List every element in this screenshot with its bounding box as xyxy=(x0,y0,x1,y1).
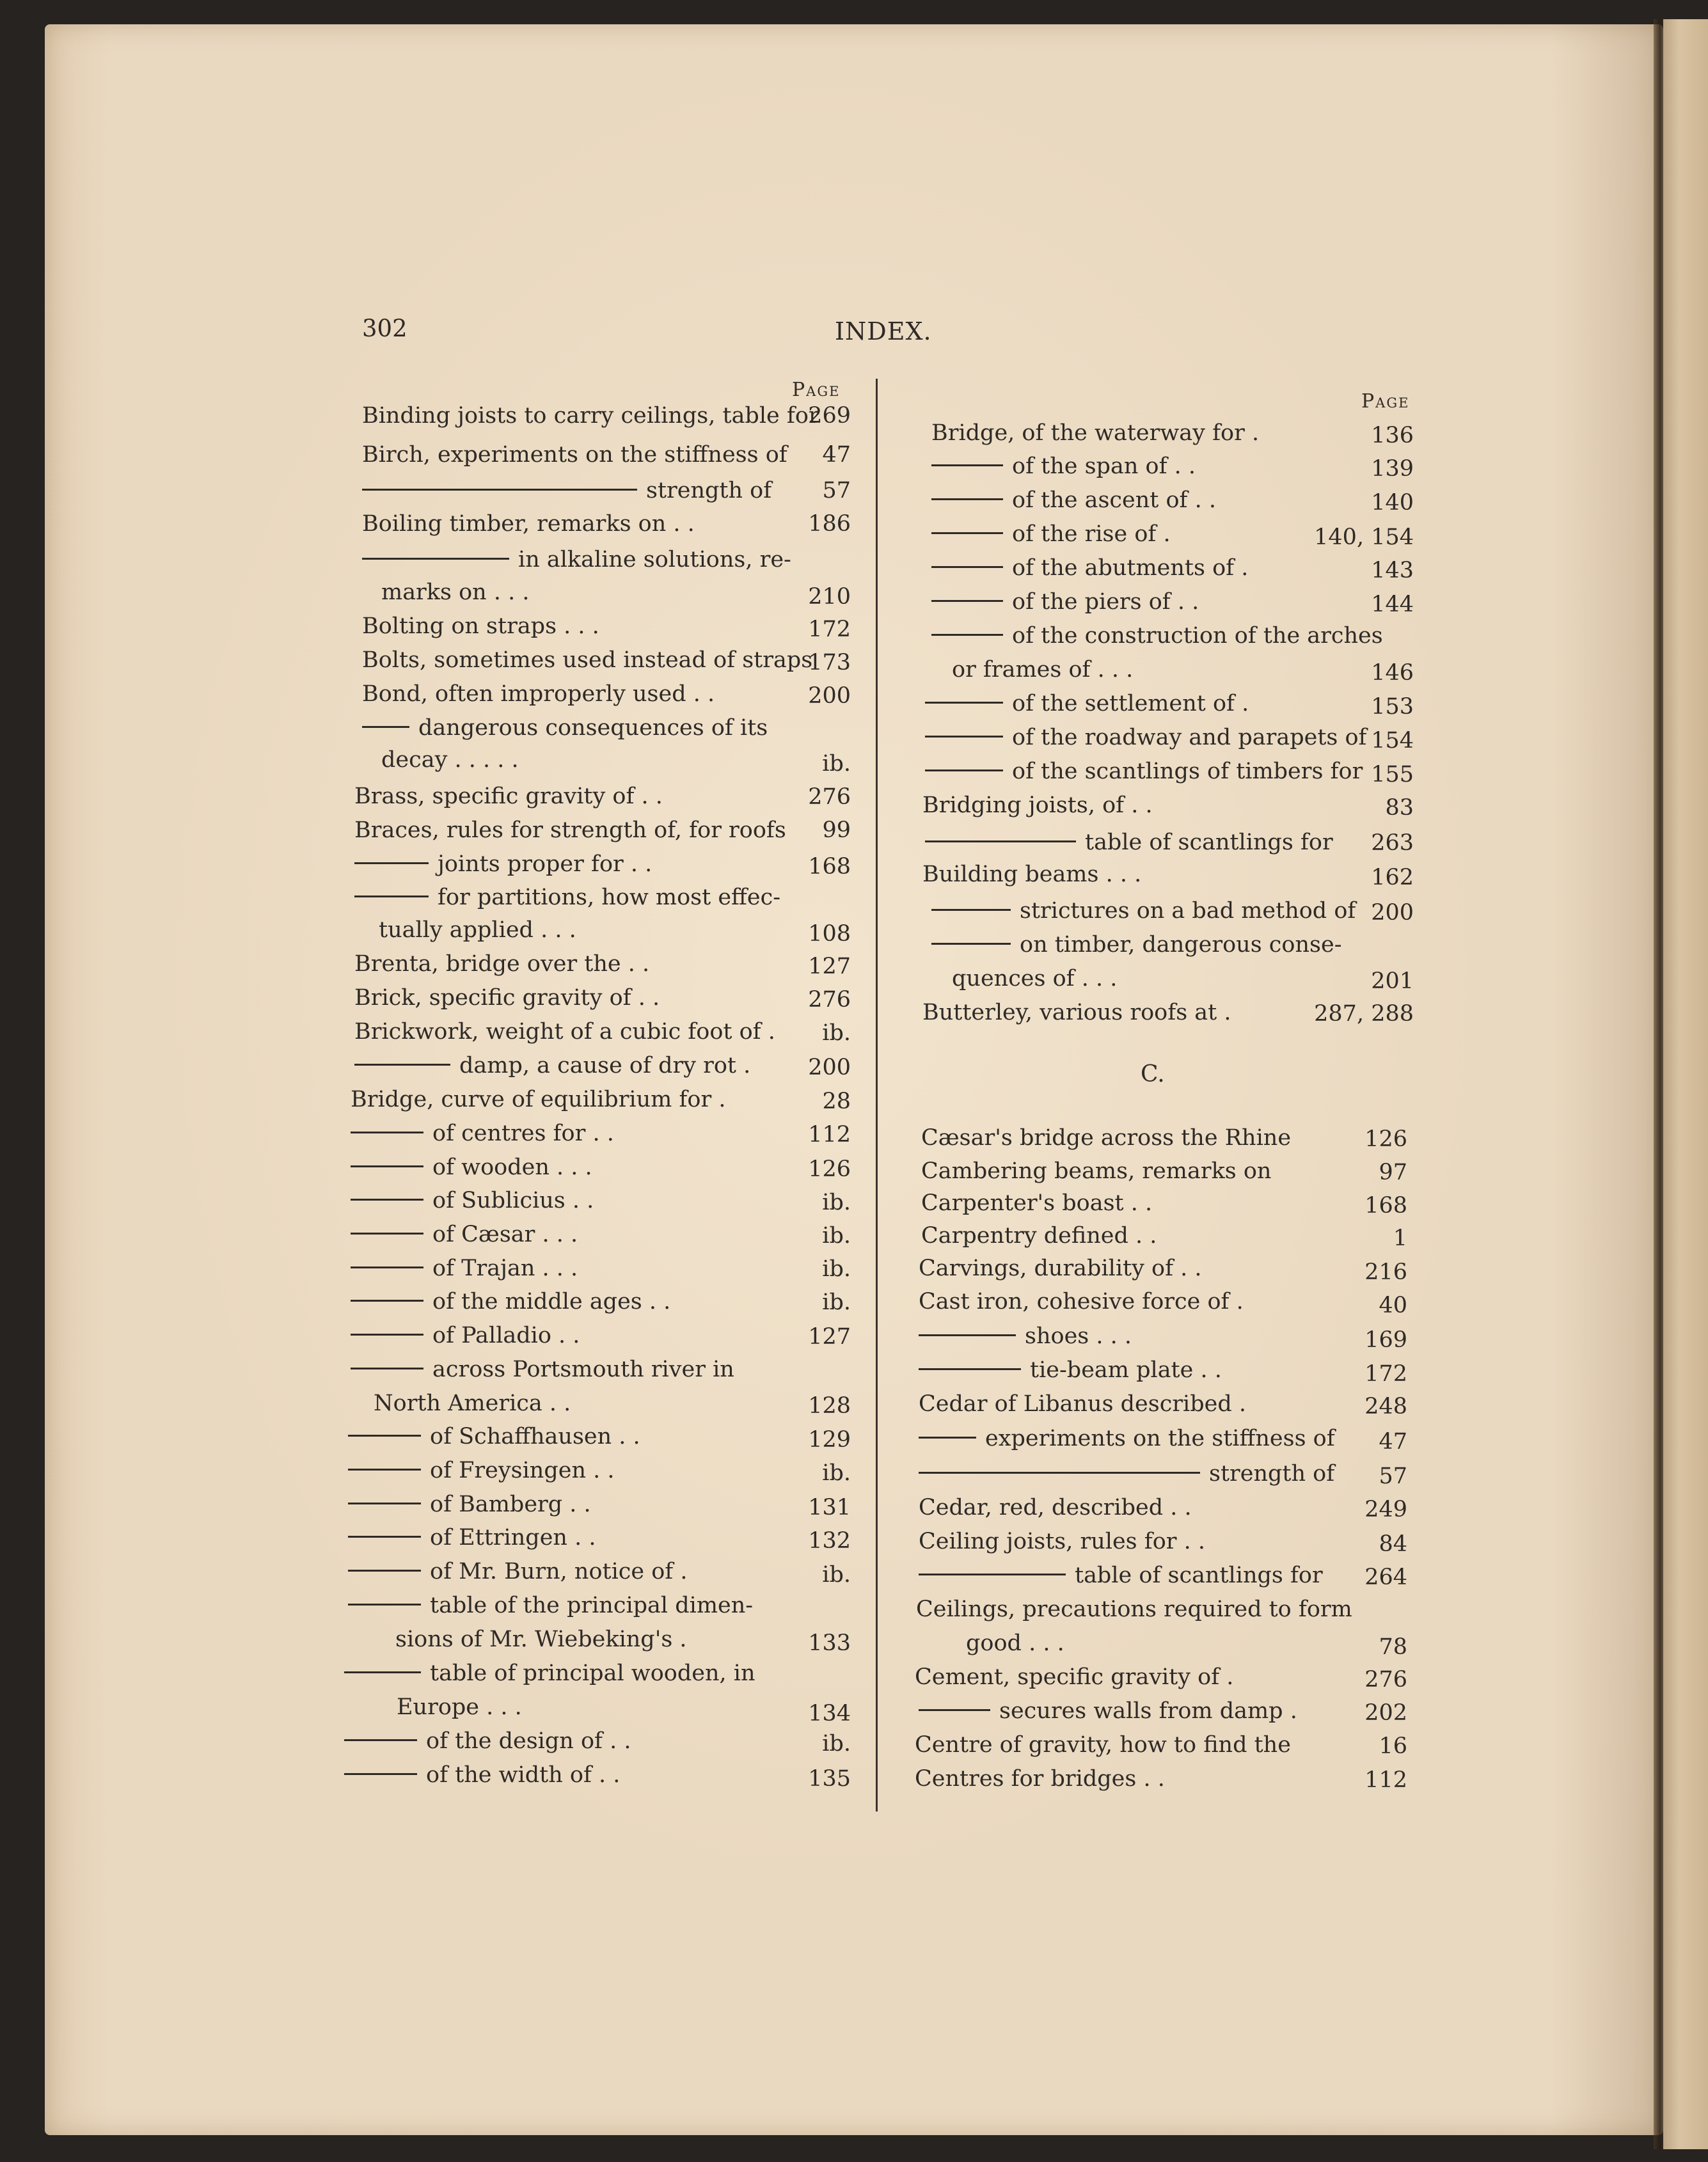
index-entry-label: strictures on a bad method of xyxy=(931,897,1356,925)
ditto-dash xyxy=(344,1773,417,1775)
ditto-dash xyxy=(351,1266,423,1268)
index-entry-label: Carpenter's boast . . xyxy=(921,1190,1153,1216)
index-entry-page: 57 xyxy=(822,478,851,503)
ditto-dash xyxy=(351,1132,423,1133)
index-entry-label: tie-beam plate . . xyxy=(919,1356,1222,1384)
index-entry-label: Braces, rules for strength of, for roofs xyxy=(354,817,786,843)
index-entry-label: for partitions, how most effec- xyxy=(354,883,780,911)
index-entry-page: 40 xyxy=(1379,1293,1407,1318)
index-entry-page: 136 xyxy=(1371,423,1414,448)
index-entry-page: 168 xyxy=(1364,1193,1407,1219)
index-entry-label: Brenta, bridge over the . . xyxy=(354,951,650,977)
index-entry-label: joints proper for . . xyxy=(354,850,652,878)
ditto-dash xyxy=(362,726,409,728)
index-entry-page: 126 xyxy=(1364,1126,1407,1152)
ditto-dash xyxy=(354,862,429,864)
section-letter-c: C. xyxy=(1141,1061,1165,1087)
ditto-dash xyxy=(348,1435,421,1437)
index-entry-label: shoes . . . xyxy=(919,1322,1132,1350)
index-entry-label: good . . . xyxy=(966,1630,1064,1656)
index-entry-label: of Ettringen . . xyxy=(348,1524,596,1552)
index-entry-page: 139 xyxy=(1371,456,1414,482)
index-entry-label: Centre of gravity, how to find the xyxy=(915,1732,1291,1758)
index-entry-label: tually applied . . . xyxy=(379,917,576,943)
index-entry-label: strength of xyxy=(919,1460,1334,1488)
index-entry-label: or frames of . . . xyxy=(952,657,1134,683)
index-entry-page: 263 xyxy=(1371,830,1414,856)
index-entry-label: Europe . . . xyxy=(397,1694,522,1720)
ditto-dash xyxy=(348,1604,421,1606)
index-entry-page: 172 xyxy=(808,617,851,642)
index-entry-label: table of scantlings for xyxy=(919,1561,1323,1590)
ditto-dash xyxy=(351,1368,423,1369)
index-entry-label: of centres for . . xyxy=(351,1119,614,1148)
right-column-heading: Page xyxy=(1361,390,1410,413)
index-entry-label: Binding joists to carry ceilings, table for xyxy=(362,403,819,429)
index-entry-page: ib. xyxy=(822,1256,851,1282)
index-entry-label: of the design of . . xyxy=(344,1727,631,1755)
index-entry-label: Ceilings, precautions required to form xyxy=(916,1597,1352,1622)
index-entry-label: Butterley, various roofs at . xyxy=(922,1000,1231,1025)
index-entry-label: of the piers of . . xyxy=(931,588,1199,616)
index-entry-label: Cement, specific gravity of . xyxy=(915,1664,1234,1690)
index-entry-label: sions of Mr. Wiebeking's . xyxy=(395,1627,687,1652)
index-entry-label: of Schaffhausen . . xyxy=(348,1423,640,1451)
index-entry-label: marks on . . . xyxy=(381,580,530,605)
index-entry-label: Building beams . . . xyxy=(922,862,1142,887)
facing-page-edge xyxy=(1663,19,1708,2149)
index-entry-label: across Portsmouth river in xyxy=(351,1355,734,1384)
index-entry-page: ib. xyxy=(822,751,851,777)
ditto-dash xyxy=(362,489,637,491)
index-entry-label: strength of xyxy=(362,477,771,505)
index-entry-label: secures walls from damp . xyxy=(919,1697,1297,1725)
index-entry-page: 126 xyxy=(808,1156,851,1182)
index-entry-label: Centres for bridges . . xyxy=(915,1766,1165,1792)
ditto-dash xyxy=(919,1334,1016,1336)
index-entry-page: 132 xyxy=(808,1528,851,1554)
index-entry-page: 154 xyxy=(1371,728,1414,754)
index-entry-page: 200 xyxy=(808,1055,851,1080)
index-entry-label: damp, a cause of dry rot . xyxy=(354,1052,750,1080)
index-entry-label: table of principal wooden, in xyxy=(344,1659,755,1687)
index-entry-label: of the construction of the arches xyxy=(931,622,1383,650)
index-entry-page: 108 xyxy=(808,921,851,947)
index-entry-label: Cambering beams, remarks on xyxy=(921,1158,1272,1184)
index-entry-label: Bond, often improperly used . . xyxy=(362,681,715,707)
index-entry-label: Brick, specific gravity of . . xyxy=(354,985,660,1011)
index-entry-page: 47 xyxy=(822,442,851,468)
index-entry-page: 162 xyxy=(1371,865,1414,890)
index-entry-page: 143 xyxy=(1371,558,1414,583)
ditto-dash xyxy=(344,1671,421,1673)
ditto-dash xyxy=(348,1536,421,1538)
index-entry-label: of Trajan . . . xyxy=(351,1254,578,1282)
index-entry-label: table of scantlings for xyxy=(925,828,1333,856)
index-entry-page: 47 xyxy=(1379,1429,1407,1455)
index-entry-page: 16 xyxy=(1379,1733,1407,1759)
index-entry-page: ib. xyxy=(822,1223,851,1249)
ditto-dash xyxy=(931,600,1003,602)
index-entry-page: 173 xyxy=(808,650,851,675)
index-entry-label: in alkaline solutions, re- xyxy=(362,546,791,574)
ditto-dash xyxy=(919,1437,976,1439)
index-entry-label: Brickwork, weight of a cubic foot of . xyxy=(354,1019,775,1045)
ditto-dash xyxy=(931,566,1003,568)
page-title: INDEX. xyxy=(835,317,932,345)
index-entry-label: experiments on the stiffness of xyxy=(919,1424,1335,1453)
index-entry-label: of the scantlings of timbers for xyxy=(925,757,1363,785)
index-entry-page: 210 xyxy=(808,584,851,610)
index-entry-label: Bridge, of the waterway for . xyxy=(931,420,1260,446)
index-entry-page: 200 xyxy=(1371,900,1414,926)
index-entry-label: Cedar of Libanus described . xyxy=(919,1391,1247,1417)
index-entry-page: 135 xyxy=(808,1766,851,1792)
index-entry-label: Cæsar's bridge across the Rhine xyxy=(921,1125,1292,1151)
ditto-dash xyxy=(925,769,1003,771)
index-entry-label: of wooden . . . xyxy=(351,1153,592,1181)
index-entry-label: Boiling timber, remarks on . . xyxy=(362,511,695,537)
ditto-dash xyxy=(351,1165,423,1167)
index-entry-label: quences of . . . xyxy=(952,966,1118,991)
index-entry-page: 28 xyxy=(822,1089,851,1114)
ditto-dash xyxy=(931,532,1003,534)
index-entry-page: 134 xyxy=(808,1701,851,1726)
index-entry-label: Cedar, red, described . . xyxy=(919,1495,1192,1520)
index-entry-label: Ceiling joists, rules for . . xyxy=(919,1529,1206,1554)
ditto-dash xyxy=(931,464,1003,466)
ditto-dash xyxy=(919,1368,1021,1370)
ditto-dash xyxy=(919,1574,1066,1575)
index-entry-page: 83 xyxy=(1385,795,1414,821)
index-entry-label: of the middle ages . . xyxy=(351,1288,670,1316)
ditto-dash xyxy=(354,1064,450,1066)
index-entry-page: 112 xyxy=(808,1122,851,1148)
index-entry-page: ib. xyxy=(822,1460,851,1486)
index-entry-page: 84 xyxy=(1379,1531,1407,1557)
ditto-dash xyxy=(362,558,509,560)
index-entry-label: of the abutments of . xyxy=(931,554,1248,582)
index-entry-label: Bridging joists, of . . xyxy=(922,793,1153,818)
page-number: 302 xyxy=(362,315,407,342)
index-entry-label: Bolting on straps . . . xyxy=(362,613,599,639)
index-entry-label: North America . . xyxy=(374,1391,571,1416)
ditto-dash xyxy=(344,1739,417,1741)
index-entry-label: Carpentry defined . . xyxy=(921,1223,1157,1249)
index-entry-label: of Mr. Burn, notice of . xyxy=(348,1558,688,1586)
left-column-heading: Page xyxy=(792,379,841,401)
ditto-dash xyxy=(925,840,1076,842)
index-entry-page: 153 xyxy=(1371,694,1414,720)
index-entry-label: table of the principal dimen- xyxy=(348,1591,753,1620)
index-entry-label: of Freysingen . . xyxy=(348,1456,615,1485)
ditto-dash xyxy=(351,1300,423,1302)
index-entry-page: 264 xyxy=(1364,1565,1407,1590)
ditto-dash xyxy=(931,943,1011,945)
index-entry-page: 155 xyxy=(1371,762,1414,787)
index-entry-page: 57 xyxy=(1379,1464,1407,1489)
ditto-dash xyxy=(919,1472,1200,1474)
index-entry-label: Birch, experiments on the stiffness of xyxy=(362,442,787,468)
index-entry-page: 248 xyxy=(1364,1394,1407,1419)
index-entry-page: 140, 154 xyxy=(1314,525,1414,550)
index-entry-page: 97 xyxy=(1379,1160,1407,1185)
ditto-dash xyxy=(354,896,429,897)
index-entry-page: 128 xyxy=(808,1393,851,1419)
ditto-dash xyxy=(351,1233,423,1235)
ditto-dash xyxy=(925,702,1003,704)
index-entry-page: 201 xyxy=(1371,968,1414,994)
index-entry-page: 1 xyxy=(1393,1226,1407,1251)
index-entry-label: of the ascent of . . xyxy=(931,486,1216,514)
index-entry-page: ib. xyxy=(822,1731,851,1756)
index-entry-page: 127 xyxy=(808,954,851,979)
index-entry-label: Carvings, durability of . . xyxy=(919,1256,1202,1281)
column-divider xyxy=(876,379,878,1811)
ditto-dash xyxy=(919,1709,990,1711)
index-entry-page: ib. xyxy=(822,1290,851,1315)
index-entry-label: of the width of . . xyxy=(344,1761,620,1789)
ditto-dash xyxy=(931,498,1003,500)
index-entry-page: ib. xyxy=(822,1020,851,1046)
index-entry-label: of the span of . . xyxy=(931,452,1196,480)
index-entry-label: of Cæsar . . . xyxy=(351,1220,578,1249)
index-entry-page: 200 xyxy=(808,683,851,709)
index-entry-page: 129 xyxy=(808,1427,851,1453)
index-entry-page: 144 xyxy=(1371,592,1414,617)
index-entry-page: ib. xyxy=(822,1562,851,1588)
index-entry-label: dangerous consequences of its xyxy=(362,714,768,742)
index-entry-page: 202 xyxy=(1364,1700,1407,1726)
index-entry-page: 276 xyxy=(1364,1667,1407,1693)
index-entry-page: 276 xyxy=(808,784,851,810)
index-entry-page: 172 xyxy=(1364,1361,1407,1387)
index-entry-label: of Sublicius . . xyxy=(351,1187,594,1215)
index-entry-label: Bolts, sometimes used instead of straps xyxy=(362,647,813,673)
index-entry-page: 146 xyxy=(1371,660,1414,686)
index-entry-page: 168 xyxy=(808,854,851,880)
index-entry-page: 269 xyxy=(808,403,851,429)
ditto-dash xyxy=(931,634,1003,636)
index-entry-page: 140 xyxy=(1371,490,1414,516)
index-entry-page: ib. xyxy=(822,1190,851,1215)
ditto-dash xyxy=(925,736,1003,738)
index-entry-page: 287, 288 xyxy=(1314,1001,1414,1027)
index-entry-page: 112 xyxy=(1364,1767,1407,1793)
index-entry-label: Brass, specific gravity of . . xyxy=(354,784,663,809)
index-entry-label: Bridge, curve of equilibrium for . xyxy=(351,1087,726,1112)
index-entry-label: of Palladio . . xyxy=(351,1322,580,1350)
index-entry-label: of Bamberg . . xyxy=(348,1490,591,1519)
ditto-dash xyxy=(348,1469,421,1471)
index-entry-page: 78 xyxy=(1379,1634,1407,1660)
index-entry-label: of the settlement of . xyxy=(925,690,1249,718)
index-entry-page: 276 xyxy=(808,987,851,1013)
index-entry-label: decay . . . . . xyxy=(381,747,519,773)
ditto-dash xyxy=(351,1334,423,1336)
ditto-dash xyxy=(348,1503,421,1504)
index-entry-page: 131 xyxy=(808,1495,851,1520)
index-entry-label: of the rise of . xyxy=(931,520,1171,548)
index-entry-label: Cast iron, cohesive force of . xyxy=(919,1289,1244,1314)
index-entry-page: 186 xyxy=(808,511,851,537)
index-entry-page: 169 xyxy=(1364,1327,1407,1353)
index-entry-page: 216 xyxy=(1364,1259,1407,1285)
index-entry-label: on timber, dangerous conse- xyxy=(931,931,1342,959)
ditto-dash xyxy=(931,909,1011,911)
index-entry-page: 99 xyxy=(822,817,851,843)
index-entry-page: 249 xyxy=(1364,1497,1407,1522)
ditto-dash xyxy=(348,1570,421,1572)
index-entry-page: 133 xyxy=(808,1630,851,1656)
index-entry-page: 127 xyxy=(808,1324,851,1350)
ditto-dash xyxy=(351,1199,423,1201)
index-entry-label: of the roadway and parapets of xyxy=(925,723,1367,752)
